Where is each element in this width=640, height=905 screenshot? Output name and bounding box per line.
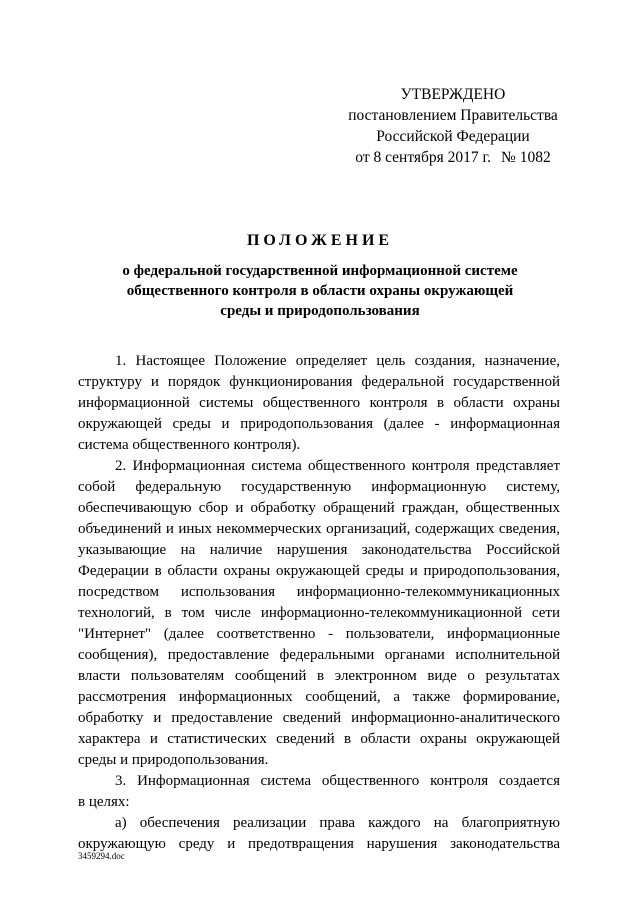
subtitle-line: общественного контроля в области охраны окружающей xyxy=(126,283,514,299)
body-line: а) обеспечения реализации права каждого на благоприятную xyxy=(115,815,560,831)
approval-date-line xyxy=(342,147,564,168)
approval-date: от 8 сентября 2017 г. xyxy=(355,149,492,166)
body-line: структуру и порядок функционирования федеральной государственной xyxy=(78,374,560,390)
body-line: "Интернет" (далее соответственно - пользователи, информационные xyxy=(78,626,560,642)
document-body xyxy=(78,351,560,855)
document-title: ПОЛОЖЕНИЕ xyxy=(246,232,394,249)
body-line: указывающие на наличие нарушения законодательства Российской xyxy=(78,542,560,558)
body-line: Федерации в области охраны окружающей среды и природопользования, xyxy=(78,563,560,579)
body-line: характера и статистических сведений в области охраны окружающей xyxy=(78,731,560,747)
body-line: в целях: xyxy=(78,794,130,810)
subtitle-line: среды и природопользования xyxy=(220,303,420,319)
body-line: система общественного контроля). xyxy=(78,437,301,453)
approval-heading: УТВЕРЖДЕНО xyxy=(400,86,506,103)
body-line: посредством использования информационно-телекоммуникационных xyxy=(78,584,560,600)
body-line: 2. Информационная система общественного контроля представляет xyxy=(115,458,560,474)
approval-block xyxy=(342,84,564,168)
body-line: среды и природопользования. xyxy=(78,752,269,768)
body-line: сообщения), предоставление федеральными органами исполнительной xyxy=(78,647,560,663)
file-name-footer: 3459294.doc xyxy=(78,851,125,861)
body-line: обеспечивающую сбор и обработку обращений граждан, общественных xyxy=(78,500,560,516)
document-subtitle xyxy=(80,261,560,321)
body-line: информационной системы общественного контроля в области охраны xyxy=(78,395,560,411)
subtitle-line: о федеральной государственной информационной системе xyxy=(122,263,518,279)
body-line: окружающую среду и предотвращения нарушения законодательства xyxy=(78,836,560,852)
body-line: обработку и предоставление сведений информационно-аналитического xyxy=(78,710,560,726)
body-line: власти пользователям сообщений в электронном виде о результатах xyxy=(78,668,560,684)
body-line: собой федеральную государственную информационную систему, xyxy=(78,479,560,495)
body-line: 3. Информационная система общественного контроля создается xyxy=(115,773,560,789)
body-line: 1. Настоящее Положение определяет цель создания, назначение, xyxy=(115,353,560,369)
approval-number: № 1082 xyxy=(501,149,551,166)
body-line: окружающей среды и природопользования (далее - информационная xyxy=(78,416,560,432)
body-line: рассмотрения информационных сообщений, а также формирование, xyxy=(78,689,560,705)
body-line: технологий, в том числе информационно-телекоммуникационной сети xyxy=(78,605,560,621)
approval-line: постановлением Правительства xyxy=(348,107,558,124)
body-line: объединений и иных некоммерческих организаций, содержащих сведения, xyxy=(78,521,560,537)
approval-line: Российской Федерации xyxy=(376,128,530,145)
